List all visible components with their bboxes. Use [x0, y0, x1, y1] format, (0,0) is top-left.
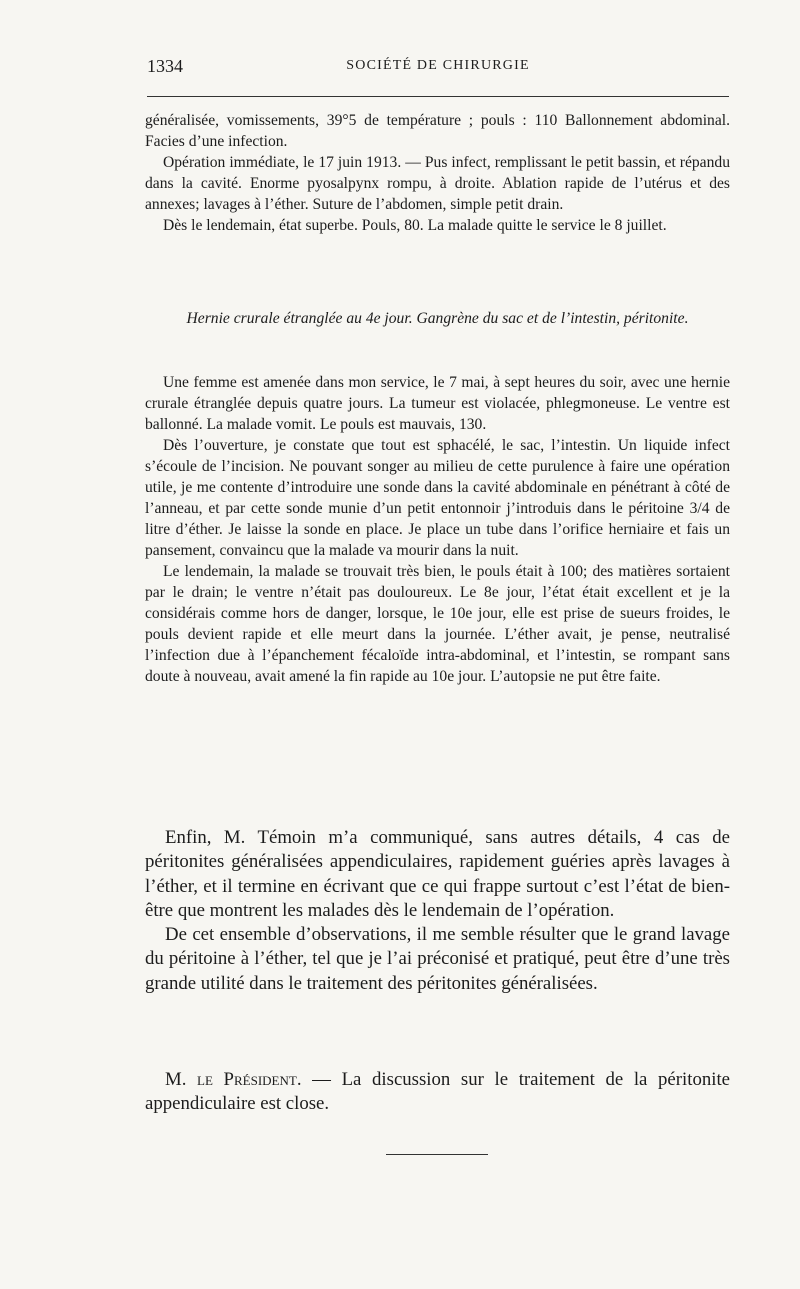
conclusion-block	[145, 826, 730, 996]
conclusion-paragraph-1: Enfin, M. Témoin m’a communiqué, sans autres détails, 4 cas de péritonites généralisées appendiculaires, rapidement guéries après lavages à l’éther, et il termine en écrivant que ce qui frappe surtout c’est l’état de bien-être que montrent les malades dès le lendemain de l’opération.	[145, 827, 730, 921]
case-paragraph-3: Le lendemain, la malade se trouvait très bien, le pouls était à 100; des matières sortaient par le drain; le ventre n’était pas douloureux. Le 8e jour, l’état était excellent et je la considérais comme hors de danger, lorsque, le 10e jour, elle est prise de sueurs froides, le pouls devient rapide et elle meurt dans la journée. L’éther avait, je pense, neutralisé l’infection due à l’épanchement fécaloïde intra-abdominal, et l’intestin, se rompant sans doute à nouveau, avait amené la fin rapide au 10e jour. L’autopsie ne put être faite.	[145, 563, 730, 685]
page-number: 1334	[147, 56, 183, 76]
closing-text: — La discussion sur le traitement de la péritonite appendiculaire est close.	[145, 1069, 730, 1115]
header-rule	[147, 96, 729, 97]
case-paragraph-1: Une femme est amenée dans mon service, le 7 mai, à sept heures du soir, avec une hernie crurale étranglée depuis quatre jours. La tumeur est violacée, phlegmoneuse. Le ventre est ballonné. La malade vomit. Le pouls est mauvais, 130.	[145, 374, 730, 433]
intro-paragraph-3: Dès le lendemain, état superbe. Pouls, 80. La malade quitte le service le 8 juillet.	[163, 217, 667, 234]
case-paragraph-2: Dès l’ouverture, je constate que tout est sphacélé, le sac, l’intestin. Un liquide infect s’écoule de l’incision. Ne pouvant songer au milieu de cette purulence à faire une opération utile, je me contente d’introduire une sonde dans la cavité abdominale en pénétrant à côté de l’anneau, et par cette sonde munie d’un petit entonnoir j’introduis dans le péritoine 3/4 de litre d’éther. Je laisse la sonde en place. Je place un tube dans l’orifice herniaire et fais un pansement, convaincu que la malade va mourir dans la nuit.	[145, 437, 730, 559]
president-label: M. le Président.	[165, 1069, 302, 1090]
conclusion-paragraph-2: De cet ensemble d’observations, il me semble résulter que le grand lavage du péritoine à l’éther, tel que je l’ai préconisé et pratiqué, peut être d’une très grande utilité dans le traitement des péritonites généralisées.	[145, 924, 730, 994]
running-header	[147, 56, 729, 80]
case-block	[145, 372, 730, 687]
running-title: SOCIÉTÉ DE CHIRURGIE	[346, 58, 530, 73]
intro-paragraph-1: généralisée, vomissements, 39°5 de température ; pouls : 110 Ballonnement abdominal. Facies d’une infection.	[145, 112, 730, 150]
closing-paragraph	[145, 1068, 730, 1117]
case-title: Hernie crurale étranglée au 4e jour. Gangrène du sac et de l’intestin, péritonite.	[186, 310, 689, 327]
end-rule	[386, 1154, 488, 1155]
intro-paragraph-2: Opération immédiate, le 17 juin 1913. — Pus infect, remplissant le petit bassin, et répandu dans la cavité. Enorme pyosalpynx rompu, à droite. Ablation rapide de l’utérus et des annexes; lavages à l’éther. Suture de l’abdomen, simple petit drain.	[145, 154, 730, 213]
intro-block	[145, 110, 730, 236]
closing-block	[145, 1068, 730, 1117]
